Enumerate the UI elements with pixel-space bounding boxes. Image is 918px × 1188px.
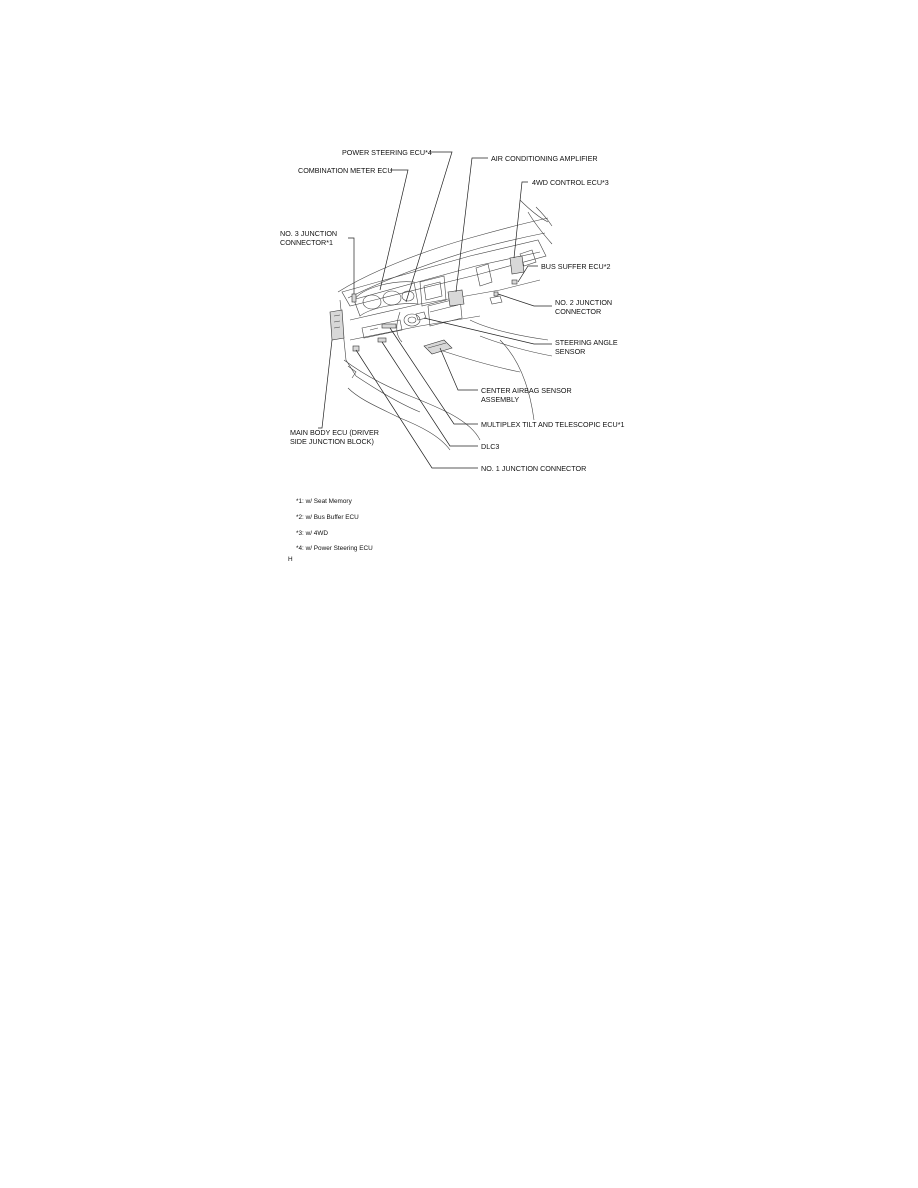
label-center-airbag-sensor — [481, 386, 572, 404]
label-air-conditioning-amplifier: AIR CONDITIONING AMPLIFIER — [491, 154, 598, 163]
note-3: *3: w/ 4WD — [296, 530, 328, 537]
label-power-steering-ecu: POWER STEERING ECU*4 — [342, 148, 432, 157]
label-no3-line1: NO. 3 JUNCTION — [280, 229, 338, 238]
note-1: *1: w/ Seat Memory — [296, 498, 352, 505]
figure-code: H — [288, 556, 293, 563]
label-main-body-line2: SIDE JUNCTION BLOCK) — [290, 437, 374, 446]
label-multiplex-tilt-telescopic-ecu: MULTIPLEX TILT AND TELESCOPIC ECU*1 — [481, 420, 625, 429]
label-dlc3: DLC3 — [481, 442, 500, 451]
label-no1-junction-connector: NO. 1 JUNCTION CONNECTOR — [481, 464, 587, 473]
label-bus-buffer-ecu: BUS SUFFER ECU*2 — [541, 262, 611, 271]
label-steering-line2: SENSOR — [555, 347, 586, 356]
label-combination-meter-ecu: COMBINATION METER ECU — [298, 166, 393, 175]
label-main-body-line1: MAIN BODY ECU (DRIVER — [290, 428, 379, 437]
label-no3-line2: CONNECTOR*1 — [280, 238, 333, 247]
label-steering-angle-sensor — [555, 338, 618, 356]
label-main-body-ecu — [290, 428, 379, 446]
label-no2-junction-connector — [555, 298, 612, 316]
label-airbag-line2: ASSEMBLY — [481, 395, 520, 404]
note-2: *2: w/ Bus Buffer ECU — [296, 514, 359, 521]
note-4: *4: w/ Power Steering ECU — [296, 545, 373, 552]
label-4wd-control-ecu: 4WD CONTROL ECU*3 — [532, 178, 609, 187]
label-no3-junction-connector — [280, 229, 337, 247]
label-no2-line1: NO. 2 JUNCTION — [555, 298, 613, 307]
label-no2-line2: CONNECTOR — [555, 307, 602, 316]
dashboard-illustration — [330, 200, 552, 450]
label-steering-line1: STEERING ANGLE — [555, 338, 618, 347]
label-airbag-line1: CENTER AIRBAG SENSOR — [481, 386, 572, 395]
